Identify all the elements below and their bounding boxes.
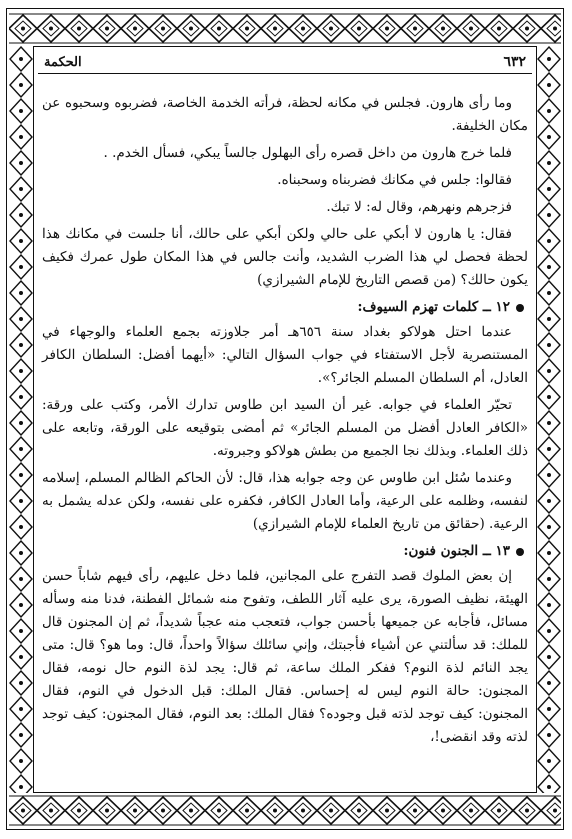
diamond-chain-pattern-right — [537, 46, 561, 793]
ornamental-border-bottom — [9, 793, 561, 828]
bullet-icon — [516, 548, 524, 556]
running-title: الحكمة — [44, 55, 82, 70]
section-heading-text: ١٣ ــ الجنون فنون: — [403, 543, 510, 559]
page-body — [42, 92, 528, 753]
paragraph: فقالوا: جلس في مكانك فضربناه وسحبناه. — [277, 172, 512, 188]
paragraph: إن بعض الملوك قصد التفرج على المجانين، فلما دخل عليهم، رأى فيهم شاباً حسن الهيئة، نظيف الصورة، يرى عليه آثار اللطف، وتفوح منه شمائل الفطنة، فدنا منه وسأله مسائل، فأجابه عن جميعها بأحسن جواب، فتعجب منه عجباً شديداً، ثم إن المجنون قال للملك: قد سألتني عن أشياء فأجبتك، وإني سائلك سؤالاً واحداً، قال: وما هو؟ قال: متى يجد النائم لذة النوم؟ ففكر الملك ساعة، ثم قال: يجد لذة النوم حال نومه، فقال المجنون: حالة النوم ليس له إحساس. فقال الملك: قبل الدخول في النوم، فقال المجنون: كيف توجد لذته قبل وجوده؟ فقال الملك: بعد النوم، فقال المجنون: كيف توجد لذته وقد انقضى!، — [42, 568, 528, 745]
paragraph: وعندما سُئل ابن طاوس عن وجه جوابه هذا، قال: لأن الحاكم الظالم المسلم، إسلامه لنفسه، وظلمه على الرعية، وأما العادل الكافر، فكفره على نفسه، ولكن عدله يشمل به الرعية. (حقائق من تاريخ العلماء للإمام الشيرازي) — [42, 470, 528, 532]
diamond-chain-pattern-left — [9, 46, 33, 793]
section-heading — [42, 296, 528, 319]
paragraph: تحيّر العلماء في جوابه. غير أن السيد ابن طاوس تدارك الأمر، وكتب على ورقة: «الكافر العادل أفضل من المسلم الجائر» ثم أمضى بتوقيعه على الورقة، وتابعه على ذلك العلماء. وبذلك نجا الجميع من بطش هولاكو وجبروته. — [42, 397, 528, 459]
bullet-icon — [516, 304, 524, 312]
paragraph: فقال: يا هارون لا أبكي على حالي ولكن أبكي على حالك، أنا جلست في مكانك هذا لحظة فحصل لي هذا الضرب الشديد، وأنت جالس في هذا المكان طول عمرك فكيف يكون حالك؟ (من قصص التاريخ للإمام الشيرازي) — [42, 226, 528, 288]
ornamental-border-top — [9, 11, 561, 46]
paragraph: فزجرهم ونهرهم، وقال له: لا تبك. — [326, 199, 512, 215]
diamond-chain-pattern-top — [9, 11, 561, 46]
section-heading-text: ١٢ ــ كلمات تهزم السيوف: — [357, 299, 510, 315]
ornamental-border-left — [9, 46, 33, 793]
paragraph: وما رأى هارون. فجلس في مكانه لحظة، فرأته الخدمة الخاصة، فضربوه وسحبوه عن مكان الخليفة. — [42, 95, 528, 134]
paragraph: فلما خرج هارون من داخل قصره رأى البهلول جالساً يبكي، فسأل الخدم. . — [103, 145, 512, 161]
page-number: ٦٣٢ — [503, 54, 526, 70]
ornamental-border-right — [537, 46, 561, 793]
paragraph: عندما احتل هولاكو بغداد سنة ٦٥٦هـ أمر جلاوزته بجمع العلماء والوجهاء في المستنصرية لأجل الاستفتاء في جواب السؤال التالي: «أيهما أفضل: السلطان الكافر العادل، أم السلطان المسلم الجائر؟». — [42, 324, 528, 386]
section-heading — [42, 540, 528, 563]
diamond-chain-pattern-bottom — [9, 793, 561, 828]
page-header — [38, 54, 532, 74]
